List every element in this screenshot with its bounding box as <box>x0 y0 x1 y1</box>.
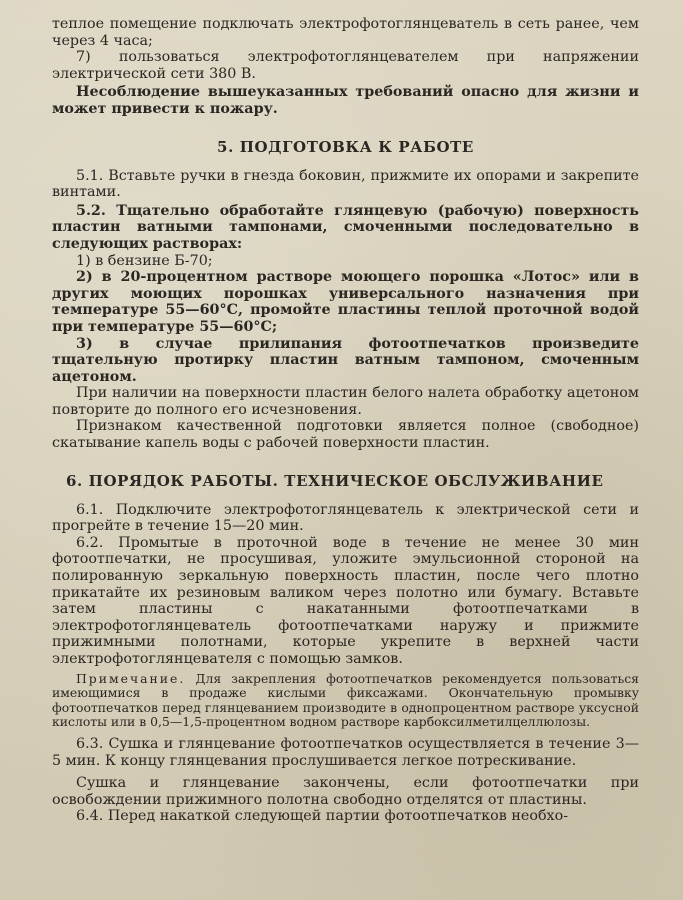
note-paragraph <box>52 672 639 730</box>
paragraph-quality-sign: Признаком качественной подготовки является полное (свободное) скатывание капель воды с рабочей поверхности пластин. <box>52 418 639 452</box>
solution-item-2: 2) в 20-процентном растворе моющего порошка «Лотос» или в других моющих порошках универсального назначения при температуре 55—60°С, промойте пластины теплой проточной водой при температуре 55—60°С; <box>52 269 639 335</box>
section-6-heading: 6. ПОРЯДОК РАБОТЫ. ТЕХНИЧЕСКОЕ ОБСЛУЖИВАНИЕ <box>66 471 604 490</box>
paragraph-white-film: При наличии на поверхности пластин белого налета обработку ацетоном повторите до полного его исчезновения. <box>52 385 639 418</box>
paragraph-6-4: 6.4. Перед накаткой следующей партии фотоотпечатков необхо- <box>76 808 569 825</box>
paragraph-6-1: 6.1. Подключите электрофотоглянцеватель к электрической сети и прогрейте в течение 15—20 мин. <box>52 501 639 535</box>
note-label: Примечание. <box>76 670 186 686</box>
paragraph-5-1: 5.1. Вставьте ручки в гнезда боковин, прижмите их опорами и закрепите винтами. <box>52 167 639 201</box>
intro-paragraph-1: теплое помещение подключать электрофотоглянцеватель в сеть ранее, чем через 4 часа; <box>52 16 639 49</box>
safety-warning: Несоблюдение вышеуказанных требований опасно для жизни и может привести к пожару. <box>52 84 639 117</box>
section-5-heading: 5. ПОДГОТОВКА К РАБОТЕ <box>217 137 474 156</box>
paragraph-5-2: 5.2. Тщательно обработайте глянцевую (рабочую) поверхность пластин ватными тампонами, смоченными последовательно в следующих растворах: <box>52 202 639 252</box>
intro-item-7: 7) пользоваться электрофотоглянцевателем при напряжении электрической сети 380 В. <box>52 49 639 82</box>
note-text: Для закрепления фотоотпечатков рекомендуется пользоваться имеющимися в продаже кислыми фиксажами. Окончательную промывку фотоотпечатков перед глянцеванием производите в однопроцентном растворе уксусной кислоты или в 0,5—1,5-процентном водном растворе карбоксилметилцеллюлозы. <box>52 670 639 730</box>
paragraph-drying-done: Сушка и глянцевание закончены, если фотоотпечатки при освобождении прижимного полотна свободно отделятся от пластины. <box>52 775 639 808</box>
paragraph-6-3: 6.3. Сушка и глянцевание фотоотпечатков осуществляется в течение 3—5 мин. К концу глянцевания прослушивается легкое потрескивание. <box>52 735 639 769</box>
solution-item-3: 3) в случае прилипания фотоотпечатков произведите тщательную протирку пластин ватным тампоном, смоченным ацетоном. <box>52 335 639 385</box>
paragraph-6-2: 6.2. Промытые в проточной воде в течение не менее 30 мин фотоотпечатки, не просушивая, уложите эмульсионной стороной на полированную зеркальную поверхность пластин, после чего плотно прикатайте их резиновым валиком через полотно или бумагу. Вставьте затем пластины с накатанными фотоотпечатками в электрофотоглянцеватель фотоотпечатками наружу и прижмите прижимными полотнами, которые укрепите в верхней части электрофотоглянцевателя с помощью замков. <box>52 534 639 667</box>
solution-item-1: 1) в бензине Б-70; <box>76 252 213 269</box>
